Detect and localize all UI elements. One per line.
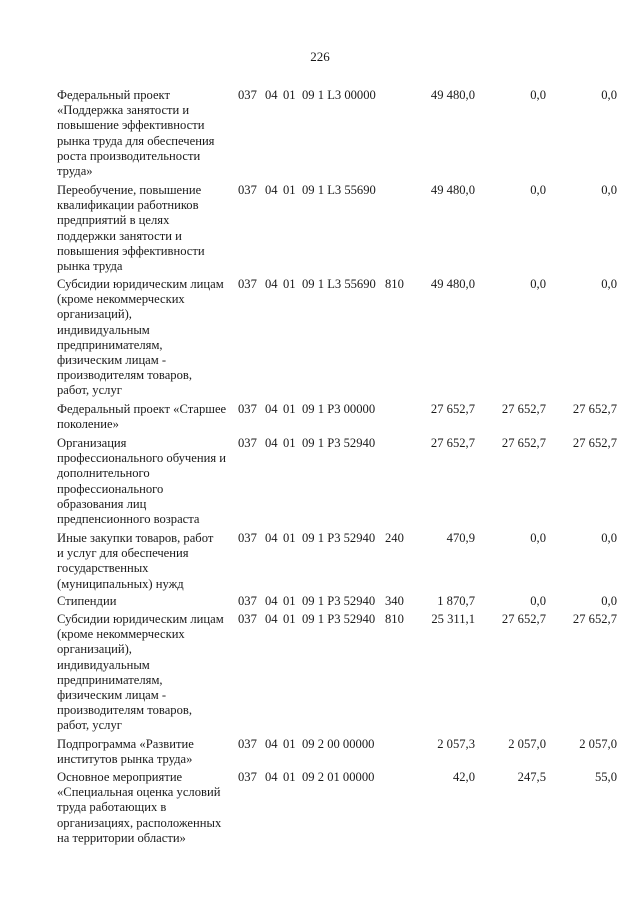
row-value-2: 247,5 bbox=[517, 770, 546, 784]
row-value-1: 49 480,0 bbox=[430, 183, 475, 197]
row-value-3: 27 652,7 bbox=[572, 402, 617, 416]
row-name: Организация профессионального обучения и дополнительного профессионального образования лиц предпенсионного возраста bbox=[57, 436, 227, 527]
row-value-3: 27 652,7 bbox=[572, 436, 617, 450]
row-csr: 09 2 01 00000 bbox=[302, 770, 375, 784]
row-pr: 01 bbox=[283, 594, 296, 608]
row-ved: 037 bbox=[238, 88, 257, 102]
row-ved: 037 bbox=[238, 183, 257, 197]
row-value-2: 0,0 bbox=[530, 531, 546, 545]
row-value-3: 55,0 bbox=[594, 770, 617, 784]
row-rz: 04 bbox=[265, 770, 278, 784]
row-name: Переобучение, повышение квалификации работников предприятий в целях поддержки занятости и повышения эффективности рынка труда bbox=[57, 183, 205, 274]
row-csr: 09 1 P3 52940 bbox=[302, 531, 376, 545]
row-value-1: 27 652,7 bbox=[430, 402, 475, 416]
page-number: 226 bbox=[310, 49, 330, 64]
row-value-3: 0,0 bbox=[601, 594, 617, 608]
row-value-3: 2 057,0 bbox=[579, 737, 617, 751]
row-value-2: 0,0 bbox=[530, 183, 546, 197]
row-pr: 01 bbox=[283, 436, 296, 450]
row-ved: 037 bbox=[238, 402, 257, 416]
row-name: Основное мероприятие «Специальная оценка условий труда работающих в организациях, расположенных на территории области» bbox=[57, 770, 222, 845]
row-csr: 09 1 P3 00000 bbox=[302, 402, 376, 416]
row-pr: 01 bbox=[283, 737, 296, 751]
row-value-3: 0,0 bbox=[601, 277, 617, 291]
row-ved: 037 bbox=[238, 436, 257, 450]
row-value-3: 0,0 bbox=[601, 88, 617, 102]
row-name: Федеральный проект «Старшее поколение» bbox=[57, 402, 227, 432]
row-value-3: 27 652,7 bbox=[572, 612, 617, 626]
row-rz: 04 bbox=[265, 594, 278, 608]
row-value-2: 27 652,7 bbox=[501, 402, 546, 416]
row-name: Субсидии юридическим лицам (кроме некоммерческих организаций), индивидуальным предпринимателям, физическим лицам - производителям товаров, работ, услуг bbox=[57, 612, 224, 733]
row-value-1: 49 480,0 bbox=[430, 88, 475, 102]
row-name: Субсидии юридическим лицам (кроме некоммерческих организаций), индивидуальным предпринимателям, физическим лицам - производителям товаров, работ, услуг bbox=[57, 277, 224, 398]
row-pr: 01 bbox=[283, 612, 296, 626]
row-vr: 810 bbox=[385, 277, 404, 291]
row-rz: 04 bbox=[265, 612, 278, 626]
row-csr: 09 1 P3 52940 bbox=[302, 612, 376, 626]
row-name: Подпрограмма «Развитие институтов рынка труда» bbox=[57, 737, 194, 767]
row-csr: 09 1 P3 52940 bbox=[302, 594, 376, 608]
row-rz: 04 bbox=[265, 88, 278, 102]
row-pr: 01 bbox=[283, 770, 296, 784]
row-value-1: 27 652,7 bbox=[430, 436, 475, 450]
row-vr: 340 bbox=[385, 594, 404, 608]
row-name: Иные закупки товаров, работ и услуг для обеспечения государственных (муниципальных) нужд bbox=[57, 531, 214, 591]
row-rz: 04 bbox=[265, 183, 278, 197]
row-value-2: 27 652,7 bbox=[501, 612, 546, 626]
row-value-2: 27 652,7 bbox=[501, 436, 546, 450]
row-value-1: 49 480,0 bbox=[430, 277, 475, 291]
row-name: Федеральный проект «Поддержка занятости и повышение эффективности рынка труда для обеспечения роста производительности труда» bbox=[57, 88, 215, 179]
row-csr: 09 1 P3 52940 bbox=[302, 436, 376, 450]
row-rz: 04 bbox=[265, 737, 278, 751]
row-csr: 09 1 L3 55690 bbox=[302, 183, 376, 197]
row-vr: 810 bbox=[385, 612, 404, 626]
row-value-1: 25 311,1 bbox=[431, 612, 475, 626]
row-ved: 037 bbox=[238, 277, 257, 291]
row-pr: 01 bbox=[283, 183, 296, 197]
row-pr: 01 bbox=[283, 402, 296, 416]
row-value-3: 0,0 bbox=[601, 531, 617, 545]
row-rz: 04 bbox=[265, 531, 278, 545]
row-rz: 04 bbox=[265, 402, 278, 416]
row-rz: 04 bbox=[265, 277, 278, 291]
row-ved: 037 bbox=[238, 737, 257, 751]
row-rz: 04 bbox=[265, 436, 278, 450]
row-csr: 09 1 L3 55690 bbox=[302, 277, 376, 291]
row-vr: 240 bbox=[385, 531, 404, 545]
row-pr: 01 bbox=[283, 277, 296, 291]
row-pr: 01 bbox=[283, 88, 296, 102]
row-value-1: 42,0 bbox=[452, 770, 475, 784]
row-name: Стипендии bbox=[57, 594, 117, 608]
row-ved: 037 bbox=[238, 531, 257, 545]
row-csr: 09 2 00 00000 bbox=[302, 737, 375, 751]
row-value-2: 0,0 bbox=[530, 277, 546, 291]
row-value-2: 2 057,0 bbox=[508, 737, 546, 751]
row-ved: 037 bbox=[238, 594, 257, 608]
row-value-3: 0,0 bbox=[601, 183, 617, 197]
row-pr: 01 bbox=[283, 531, 296, 545]
row-value-2: 0,0 bbox=[530, 88, 546, 102]
row-csr: 09 1 L3 00000 bbox=[302, 88, 376, 102]
row-value-1: 2 057,3 bbox=[437, 737, 475, 751]
row-ved: 037 bbox=[238, 612, 257, 626]
row-value-2: 0,0 bbox=[530, 594, 546, 608]
row-ved: 037 bbox=[238, 770, 257, 784]
row-value-1: 1 870,7 bbox=[437, 594, 475, 608]
row-value-1: 470,9 bbox=[446, 531, 475, 545]
